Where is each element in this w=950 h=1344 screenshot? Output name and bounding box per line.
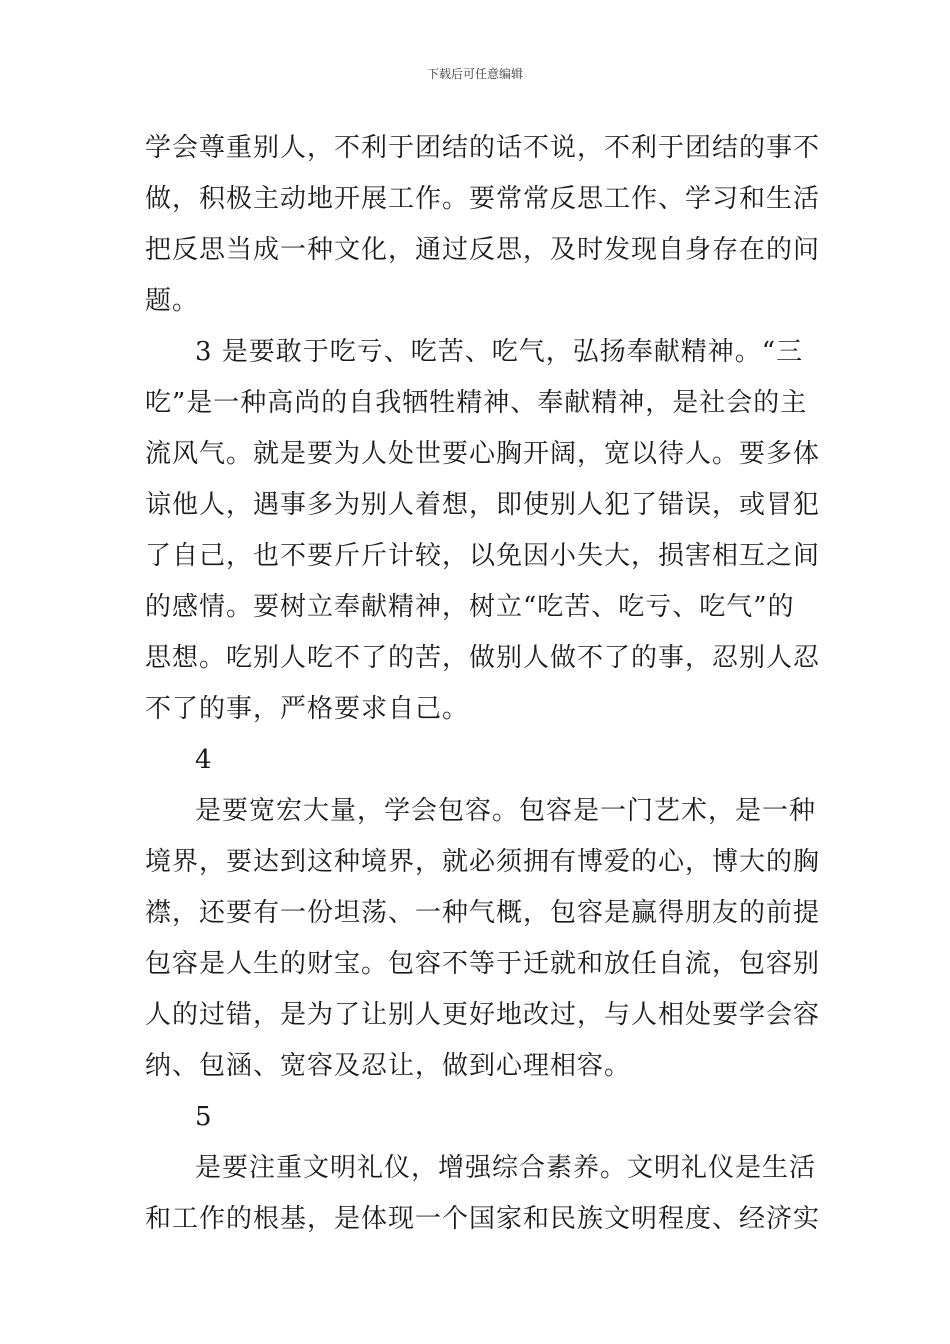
text-line: 包容是人生的财宝。包容不等于迁就和放任自流，包容别 bbox=[145, 949, 821, 979]
text-line: 襟，还要有一份坦荡、一种气概，包容是赢得朋友的前提 bbox=[145, 898, 821, 928]
item-number: 4 bbox=[195, 745, 213, 775]
text-line: 纳、包涵、宽容及忍让，做到心理相容。 bbox=[145, 1051, 632, 1081]
paragraph-start-line: 是要注重文明礼仪，增强综合素养。文明礼仪是生活 bbox=[195, 1153, 817, 1183]
text-line: 不了的事，严格要求自己。 bbox=[145, 694, 470, 724]
text-line: 题。 bbox=[145, 286, 200, 316]
text-line: 学会尊重别人，不利于团结的话不说，不利于团结的事不 bbox=[145, 133, 821, 163]
item-number: 5 bbox=[195, 1102, 213, 1132]
paragraph-start-line: 是要宽宏大量，学会包容。包容是一门艺术，是一种 bbox=[195, 796, 817, 826]
text-line: 的感情。要树立奉献精神，树立“吃苦、吃亏、吃气”的 bbox=[145, 592, 795, 622]
text-line: 流风气。就是要为人处世要心胸开阔，宽以待人。要多体 bbox=[145, 439, 821, 469]
text-line: 境界，要达到这种境界，就必须拥有博爱的心，博大的胸 bbox=[145, 847, 821, 877]
page-header: 下载后可任意编辑 bbox=[426, 67, 523, 81]
paragraph-start-line: 3 是要敢于吃亏、吃苦、吃气，弘扬奉献精神。“三 bbox=[195, 337, 804, 367]
text-line: 把反思当成一种文化，通过反思，及时发现自身存在的问 bbox=[145, 235, 821, 265]
text-line: 谅他人，遇事多为别人着想，即使别人犯了错误，或冒犯 bbox=[145, 490, 821, 520]
text-line: 做，积极主动地开展工作。要常常反思工作、学习和生活 bbox=[145, 184, 821, 214]
text-line: 和工作的根基，是体现一个国家和民族文明程度、经济实 bbox=[145, 1204, 821, 1234]
text-line: 了自己，也不要斤斤计较，以免因小失大，损害相互之间 bbox=[145, 541, 821, 571]
text-line: 思想。吃别人吃不了的苦，做别人做不了的事，忍别人忍 bbox=[145, 643, 821, 673]
text-line: 人的过错，是为了让别人更好地改过，与人相处要学会容 bbox=[145, 1000, 821, 1030]
text-line: 吃”是一种高尚的自我牺牲精神、奉献精神，是社会的主 bbox=[145, 388, 808, 418]
